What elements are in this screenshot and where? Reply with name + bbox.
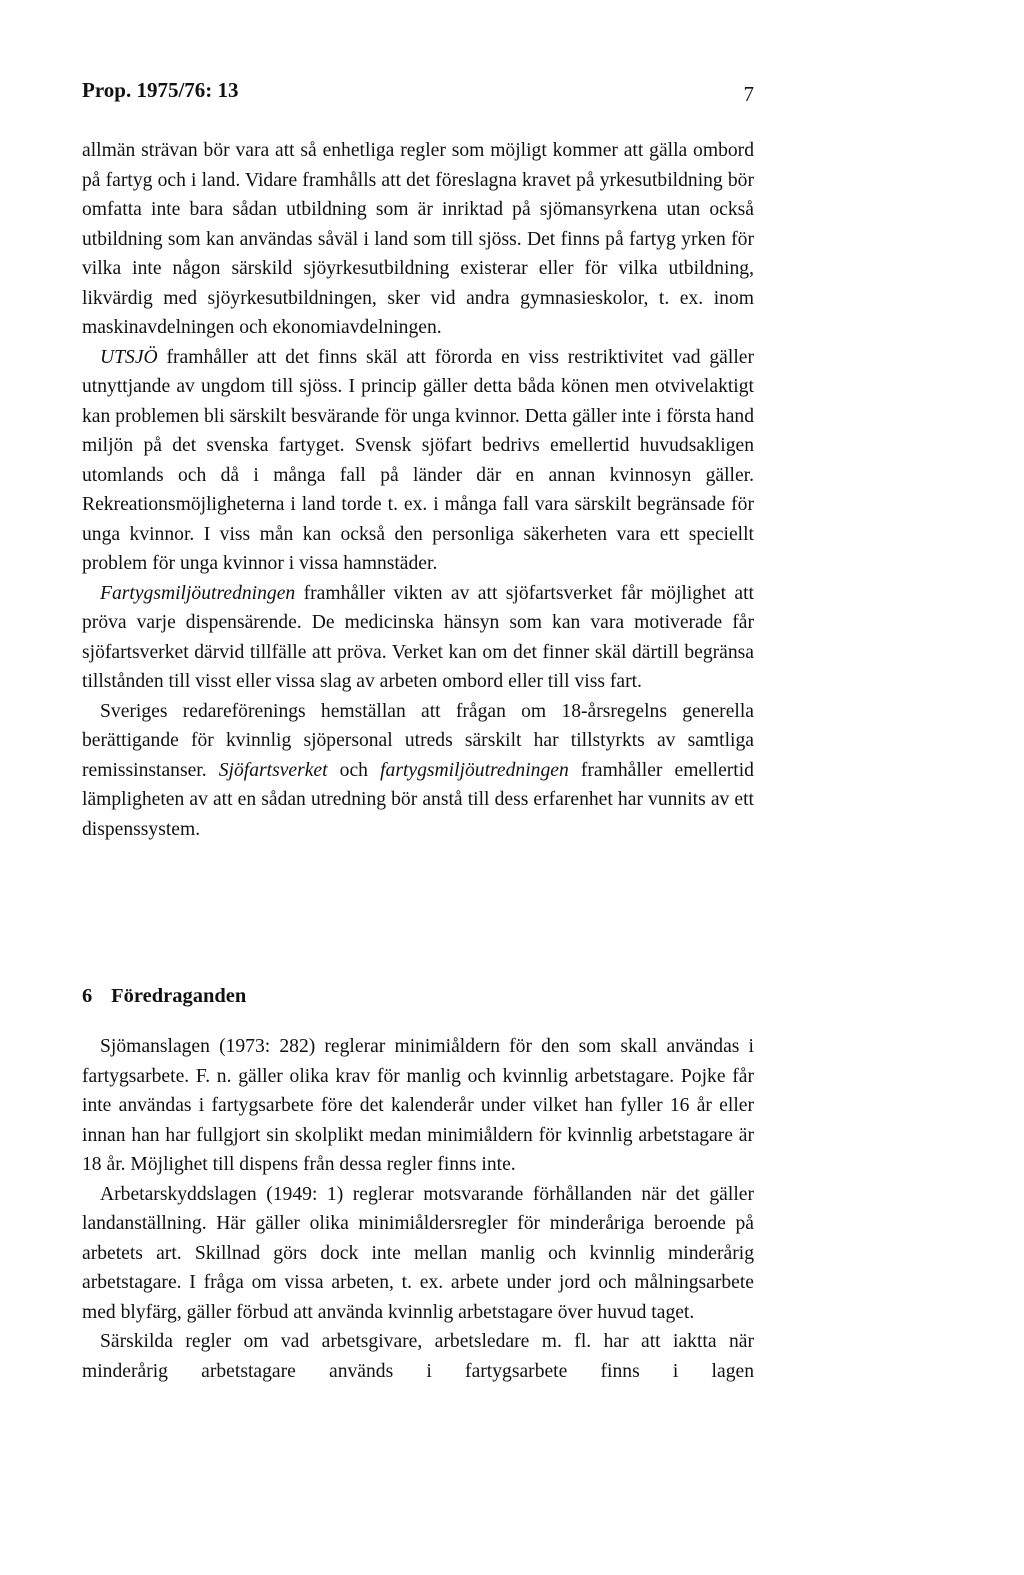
paragraph-text: framhåller emellertid lämpligheten av att en sådan utredning bör anstå till dess erfarenhet har vunnits av ett dispenssystem. <box>82 759 754 840</box>
paragraph: Arbetarskyddslagen (1949: 1) reglerar motsvarande förhållanden när det gäller landanställning. Här gäller olika minimiåldersregler för minderåriga beroende på arbetets art. Skillnad görs dock inte mellan manlig och kvinnlig minderårig arbetstagare. I fråga om vissa arbeten, t. ex. arbete under jord och målningsarbete med blyfärg, gäller förbud att använda kvinnlig arbetstagare över huvud taget. <box>82 1183 754 1323</box>
organization-name: Sjöfartsverket <box>218 759 328 781</box>
paragraph-text: framhåller vikten av att sjöfartsverket får möjlighet att pröva varje dispensärende. De medicinska hänsyn som kan vara motiverade får sjöfartsverket därvid tillfälle att pröva. Verket kan om det finner skäl därtill begränsa tillstånden till visst eller vissa slag av arbeten ombord eller till viss fart. <box>82 582 754 692</box>
paragraph: Sjömanslagen (1973: 282) reglerar minimiåldern för den som skall användas i fartygsarbete. F. n. gäller olika krav för manlig och kvinnlig arbetstagare. Pojke får inte användas i fartygsarbete före det kalenderår under vilket han fyller 16 år eller innan han har fullgjort sin skolplikt medan minimiåldern för kvinnlig arbetstagare är 18 år. Möjlighet till dispens från dessa regler finns inte. <box>82 1036 754 1175</box>
section-heading <box>82 982 754 1010</box>
section-number: 6 <box>82 985 93 1007</box>
body-text <box>82 136 754 844</box>
section-body <box>82 1032 754 1386</box>
paragraph-text: och <box>327 759 381 781</box>
paragraph: Särskilda regler om vad arbetsgivare, arbetsledare m. fl. har att iaktta när minderårig arbetstagare används i fartygsarbete finns i lagen <box>82 1331 754 1382</box>
section-title: Föredraganden <box>111 985 247 1007</box>
organization-name: fartygsmiljöutredningen <box>380 759 569 781</box>
paragraph-text: allmän strävan bör vara att så enhetliga regler som möjligt kommer att gälla ombord på fartyg och i land. Vidare framhålls att det föreslagna kravet på yrkesutbildning bör omfatta inte bara sådan utbildning som är inriktad på sjömansyrkena utan också utbildning som kan användas såväl i land som till sjöss. Det finns på fartyg yrken för vilka inte någon särskild sjöyrkesutbildning existerar eller för vilka utbildning, likvärdig med sjöyrkesutbildningen, sker vid andra gymnasieskolor, t. ex. inom maskinavdelningen och ekonomiavdelningen. <box>82 140 754 338</box>
organization-name: UTSJÖ <box>100 346 158 368</box>
paragraph <box>82 343 754 579</box>
paragraph-text: Sveriges redareförenings hemställan att frågan om 18-årsregelns generella berättigande för kvinnlig sjöpersonal utreds särskilt har tillstyrkts av samtliga remissinstanser. <box>82 700 754 781</box>
paragraph <box>82 697 754 845</box>
page-header <box>82 76 754 108</box>
page-number: 7 <box>743 82 754 106</box>
paragraph <box>82 136 754 343</box>
document-reference: Prop. 1975/76: 13 <box>82 78 239 102</box>
paragraph-text: framhåller att det finns skäl att förorda en viss restriktivitet vad gäller utnyttjande av ungdom till sjöss. I princip gäller detta båda könen men otvivelaktigt kan problemen bli särskilt besvärande för unga kvinnor. Detta gäller inte i första hand miljön på det svenska fartyget. Svensk sjöfart bedrivs emellertid huvudsakligen utomlands och då i många fall på länder där en annan kvinnosyn gäller. Rekreationsmöjligheterna i land torde t. ex. i många fall vara särskilt begränsade för unga kvinnor. I viss mån kan också den personliga säkerheten vara ett speciellt problem för unga kvinnor i vissa hamnstäder. <box>82 346 754 574</box>
organization-name: Fartygsmiljöutredningen <box>100 582 296 604</box>
paragraph <box>82 579 754 697</box>
